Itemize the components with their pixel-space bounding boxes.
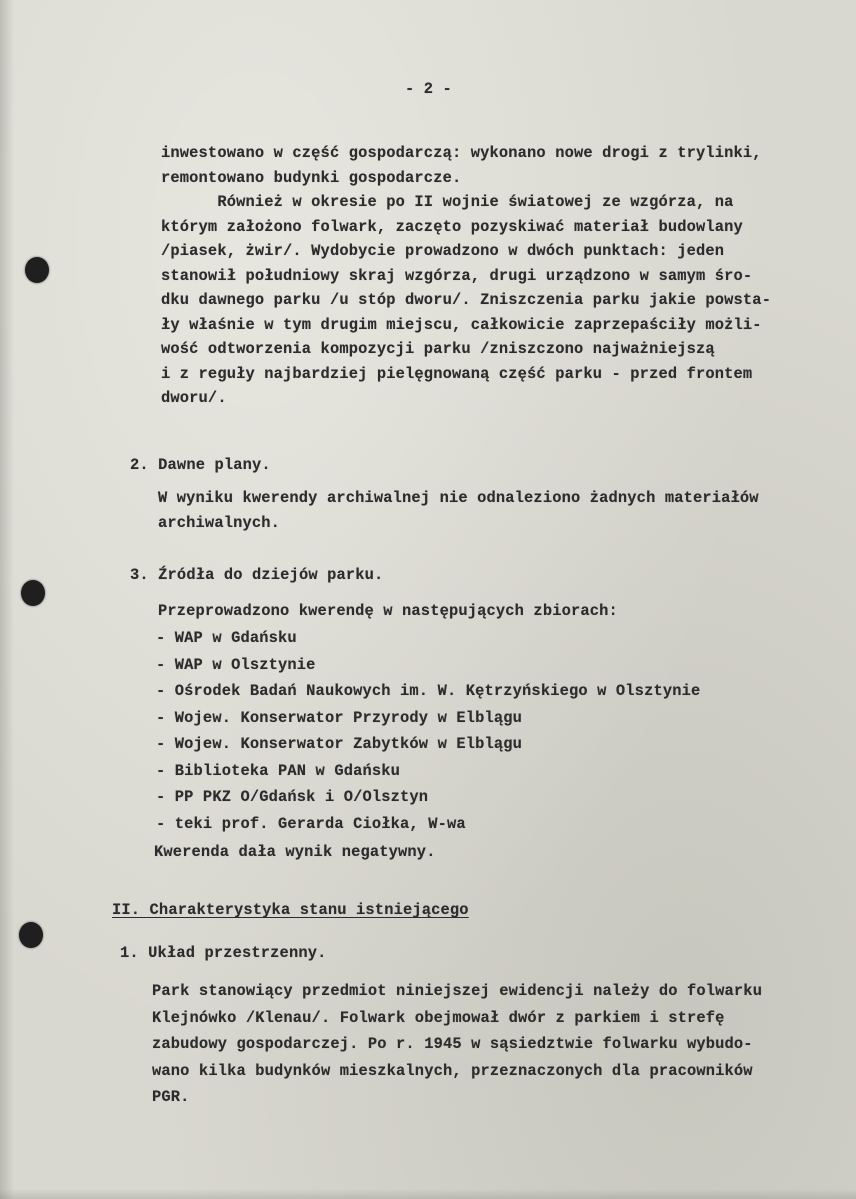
intro-line: którym założono folwark, zaczęto pozyskiwać materiał budowlany xyxy=(161,217,743,236)
section-3-intro: Przeprowadzono kwerendę w następujących zbiorach: xyxy=(158,602,618,620)
intro-line: i z reguły najbardziej pielęgnowaną część parku - przed frontem xyxy=(161,364,753,383)
source-list-item: - Wojew. Konserwator Przyrody w Elblągu xyxy=(156,708,523,727)
section-ii-1-heading: 1. Układ przestrzenny. xyxy=(120,944,327,962)
section-2-body xyxy=(158,486,759,535)
section-3-heading: 3. Źródła do dziejów parku. xyxy=(130,566,384,584)
intro-line: /piasek, żwir/. Wydobycie prowadzono w dwóch punktach: jeden xyxy=(161,242,725,260)
source-list-item: - WAP w Olsztynie xyxy=(156,655,316,674)
intro-line: stanowił południowy skraj wzgórza, drugi urządzono w samym śro- xyxy=(161,266,753,285)
intro-line: ły właśnie w tym drugim miejscu, całkowicie zaprzepaściły możli- xyxy=(161,315,762,334)
punch-hole-middle xyxy=(21,580,45,606)
source-list-item: - teki prof. Gerarda Ciołka, W-wa xyxy=(156,814,466,833)
intro-paragraph xyxy=(161,141,771,411)
intro-line: wość odtworzenia kompozycji parku /zniszczono najważniejszą xyxy=(161,340,715,358)
chapter-ii-heading: II. Charakterystyka stanu istniejącego xyxy=(112,901,469,919)
intro-line: remontowano budynki gospodarcze. xyxy=(161,168,462,187)
section-ii-1-line: wano kilka budynków mieszkalnych, przeznaczonych dla pracowników xyxy=(152,1061,753,1080)
source-list-item: - Biblioteka PAN w Gdańsku xyxy=(156,761,401,780)
intro-line: inwestowano w część gospodarczą: wykonano nowe drogi z trylinki, xyxy=(161,144,762,162)
section-2-line: archiwalnych. xyxy=(158,513,281,532)
source-list-item: - PP PKZ O/Gdańsk i O/Olsztyn xyxy=(156,788,429,806)
source-list-item: - WAP w Gdańsku xyxy=(156,629,297,647)
page-bottom-edge-shadow xyxy=(0,1189,856,1199)
section-ii-1-line: PGR. xyxy=(152,1088,190,1106)
punch-hole-top xyxy=(25,257,49,283)
intro-line: dworu/. xyxy=(161,389,227,407)
source-list-item: - Ośrodek Badań Naukowych im. W. Kętrzyńskiego w Olsztynie xyxy=(156,682,701,700)
page-number: - 2 - xyxy=(405,80,452,98)
intro-line: dku dawnego parku /u stóp dworu/. Zniszczenia parku jakie powsta- xyxy=(161,291,772,309)
section-ii-1-body xyxy=(152,978,762,1111)
section-2-line: W wyniku kwerendy archiwalnej nie odnaleziono żadnych materiałów xyxy=(158,489,759,507)
page-left-edge-shadow xyxy=(0,0,14,1199)
section-ii-1-line: zabudowy gospodarczej. Po r. 1945 w sąsiedztwie folwarku wybudo- xyxy=(152,1035,753,1053)
intro-line: Również w okresie po II wojnie światowej ze wzgórza, na xyxy=(161,193,734,211)
punch-hole-bottom xyxy=(19,922,43,948)
section-ii-1-line: Klejnówko /Klenau/. Folwark obejmował dwór z parkiem i strefę xyxy=(152,1008,725,1027)
source-list-item: - Wojew. Konserwator Zabytków w Elblągu xyxy=(156,735,523,753)
section-2-heading: 2. Dawne plany. xyxy=(130,456,271,474)
section-3-list xyxy=(156,625,700,837)
section-ii-1-line: Park stanowiący przedmiot niniejszej ewidencji należy do folwarku xyxy=(152,982,763,1000)
section-3-conclusion: Kwerenda dała wynik negatywny. xyxy=(154,843,436,861)
